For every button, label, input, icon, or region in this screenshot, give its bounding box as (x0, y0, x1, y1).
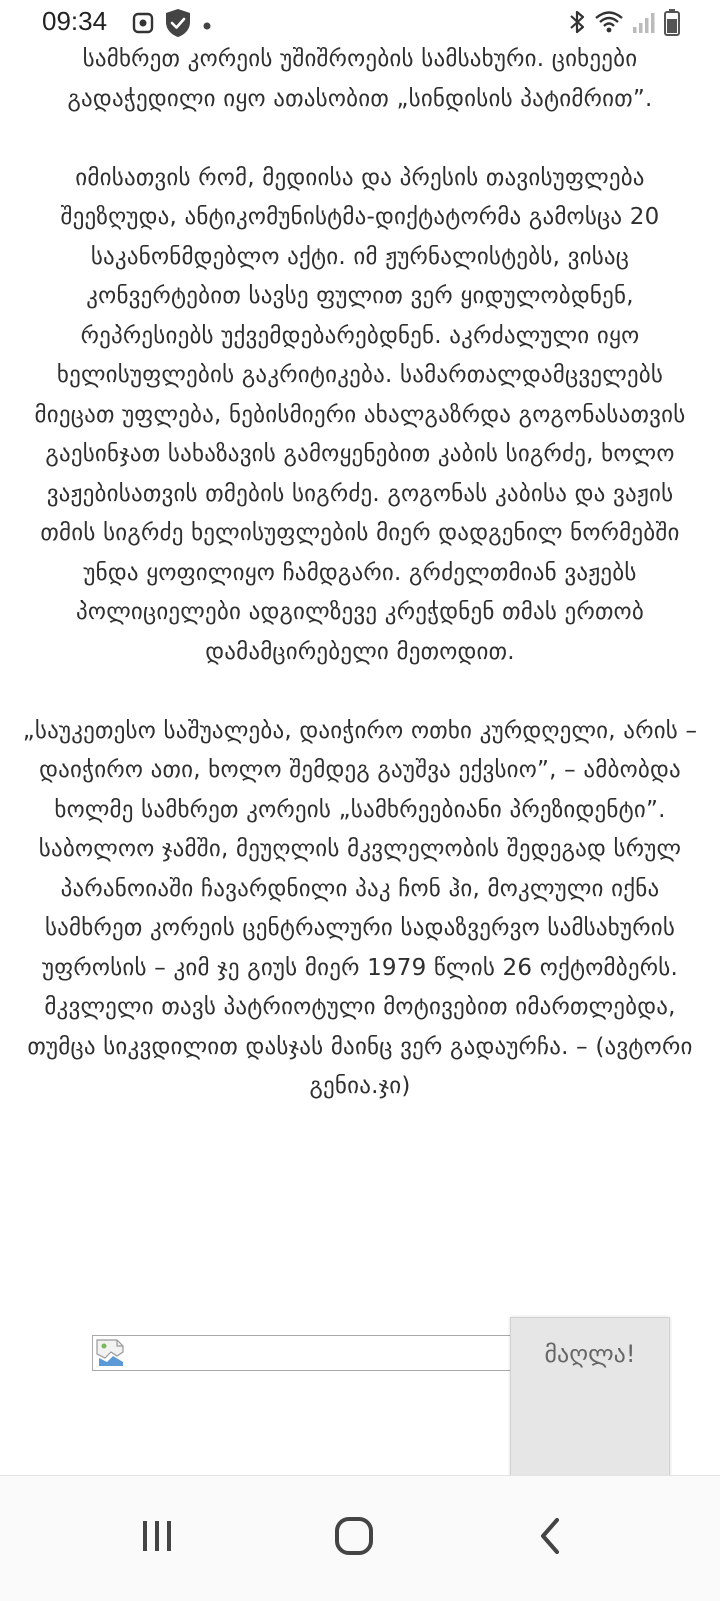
broken-image-icon (95, 1338, 127, 1372)
article-paragraph-2: იმისათვის რომ, მედიისა და პრესის თავისუფლება შეეზღუდა, ანტიკომუნისტმა-დიქტატორმა გამოსცა 20 საკანონმდებლო აქტი. იმ ჟურნალისტებს, ვისაც კონვერტებით სავსე ფულით ვერ ყიდულობდნენ, რეპრესიებს უქვემდებარებდნენ. აკრძალული იყო ხელისუფლების გაკრიტიკება. სამართალდამცველებს მიეცათ უფლება, ნებისმიერი ახალგაზრდა გოგონასათვის გაესინჯათ სახაზავის გამოყენებით კაბის სიგრძე, ხოლო ვაჟებისათვის თმების სიგრძე. გოგონას კაბისა და ვაჟის თმის სიგრძე ხელისუფლების მიერ დადგენილ ნორმებში უნდა ყოფილიყო ჩამდგარი. გრძელთმიან ვაჟებს პოლიციელები ადგილზევე კრეჭდნენ თმას ერთობ დამამცირებელი მეთოდით. (34, 164, 686, 665)
system-navigation-bar (0, 1475, 720, 1601)
article-body (0, 40, 720, 1107)
article-paragraph-3: „საუკეთესო საშუალება, დაიჭირო ოთხი კურდღელი, არის – დაიჭირო ათი, ხოლო შემდეგ გაუშვა ექვსიო”, – ამბობდა ხოლმე სამხრეთ კორეის „სამხრეებიანი პრეზიდენტი”. საბოლოო ჯამში, მეუღლის მკვლელობის შედეგად სრულ პარანოიაში ჩავარდნილი პაკ ჩონ ჰი, მოკლული იქნა სამხრეთ კორეის ცენტრალური სადაზვერვო სამსახურის უფროსის – კიმ ჯე გიუს მიერ 1979 წლის 26 ოქტომბერს. მკვლელი თავს პატრიოტული მოტივებით იმართლებდა, თუმცა სიკვდილით დასჯას მაინც ვერ გადაურჩა. – (ავტორი გენია.ჯი) (22, 717, 698, 1099)
recent-apps-button[interactable] (117, 1498, 197, 1578)
status-left-icons (132, 8, 212, 42)
ad-image-placeholder[interactable] (92, 1335, 512, 1371)
back-icon (535, 1516, 565, 1560)
battery-icon (664, 8, 680, 40)
home-button[interactable] (314, 1498, 394, 1578)
screen-recorder-icon (132, 12, 154, 38)
status-right-icons (568, 8, 680, 40)
bluetooth-icon (568, 9, 586, 39)
article-paragraph-1: სამხრეთ კორეის უშიშროების სამსახური. ციხეები გადაჭედილი იყო ათასობით „სინდისის პატიმრით”. (67, 46, 653, 112)
recent-apps-icon (139, 1518, 175, 1558)
cellular-signal-icon (632, 10, 656, 38)
home-icon (334, 1516, 374, 1560)
back-to-top-button[interactable]: მაღლა! (510, 1317, 670, 1477)
notification-dot-icon (202, 16, 212, 35)
secure-shield-icon (164, 8, 192, 42)
status-bar (0, 0, 720, 44)
wifi-icon (594, 10, 624, 38)
status-time: 09:34 (42, 6, 108, 36)
back-button[interactable] (510, 1498, 590, 1578)
